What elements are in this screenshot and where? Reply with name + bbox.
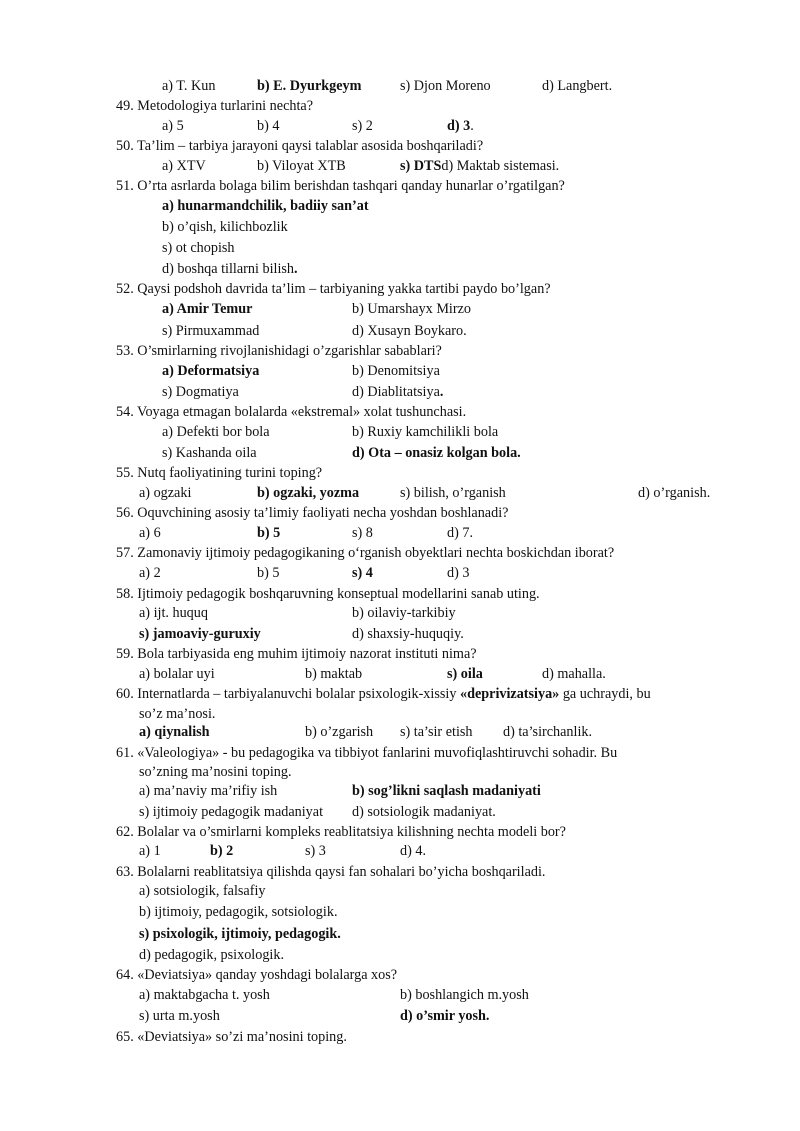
q56-option-a: a) 6 <box>139 525 161 541</box>
q62-option-b: b) 2 <box>210 843 234 859</box>
q60-option-a: a) qiynalish <box>139 724 210 740</box>
q52-option-a: a) Amir Temur <box>162 301 253 317</box>
q62-option-d: d) 4. <box>400 843 427 859</box>
q64-option-c: s) urta m.yosh <box>139 1008 220 1024</box>
q55-option-d: d) o’rganish. <box>638 485 711 501</box>
q65-question: 65. «Deviatsiya» so’zi ma’nosini toping. <box>116 1029 347 1045</box>
q57-option-c: s) 4 <box>352 565 373 581</box>
q55-option-b: b) ogzaki, yozma <box>257 485 360 501</box>
q50-option-b: b) Viloyat XTB <box>257 158 346 174</box>
q49-question: 49. Metodologiya turlarini nechta? <box>116 98 313 114</box>
q64-option-a: a) maktabgacha t. yosh <box>139 987 270 1003</box>
q63-option-a: a) sotsiologik, falsafiy <box>139 883 266 899</box>
q57-question: 57. Zamonaviy ijtimoiy pedagogikaning o‘rganish obyektlari nechta boskichdan iborat? <box>116 545 615 561</box>
q57-option-a: a) 2 <box>139 565 161 581</box>
q61-question: 61. «Valeologiya» - bu pedagogika va tibbiyot fanlarini muvofiqlashtiruvchi sohadir. Bu <box>116 745 618 761</box>
q48-option-c: s) Djon Moreno <box>400 78 491 94</box>
q51-option-c: s) ot chopish <box>162 240 235 256</box>
q60-option-b: b) o’zgarish <box>305 724 374 740</box>
q61-option-d: d) sotsiologik madaniyat. <box>352 804 496 820</box>
q50-options-c-d: s) DTSd) Maktab sistemasi. <box>400 158 560 174</box>
q56-option-b: b) 5 <box>257 525 281 541</box>
q49-option-b: b) 4 <box>257 118 280 134</box>
q53-option-b: b) Denomitsiya <box>352 363 440 379</box>
q61-question-line2: so’zning ma’nosini toping. <box>139 764 292 780</box>
q57-option-d: d) 3 <box>447 565 470 581</box>
q59-option-a: a) bolalar uyi <box>139 666 215 682</box>
q60-option-c: s) ta’sir etish <box>400 724 473 740</box>
q49-option-c: s) 2 <box>352 118 373 134</box>
q60-question-line2: so’z ma’nosi. <box>139 706 216 722</box>
q59-option-c: s) oila <box>447 666 483 682</box>
q59-option-b: b) maktab <box>305 666 363 682</box>
q51-option-d: d) boshqa tillarni bilish. <box>162 261 298 277</box>
q62-question: 62. Bolalar va o’smirlarni kompleks reablitatsiya kilishning nechta modeli bor? <box>116 824 566 840</box>
q62-option-a: a) 1 <box>139 843 161 859</box>
q55-option-a: a) ogzaki <box>139 485 192 501</box>
q54-question: 54. Voyaga etmagan bolalarda «ekstremal» xolat tushunchasi. <box>116 404 467 420</box>
q51-question: 51. O’rta asrlarda bolaga bilim berishdan tashqari qanday hunarlar o’rgatilgan? <box>116 178 565 194</box>
q56-question: 56. Oquvchining asosiy ta’limiy faoliyati necha yoshdan boshlanadi? <box>116 505 509 521</box>
q48-option-d: d) Langbert. <box>542 78 613 94</box>
q54-option-b: b) Ruxiy kamchilikli bola <box>352 424 499 440</box>
q61-option-a: a) ma’naviy ma’rifiy ish <box>139 783 278 799</box>
q55-question: 55. Nutq faoliyatining turini toping? <box>116 465 323 481</box>
q54-option-d: d) Ota – onasiz kolgan bola. <box>352 445 521 461</box>
q49-option-a: a) 5 <box>162 118 184 134</box>
q53-option-c: s) Dogmatiya <box>162 384 239 400</box>
q63-option-d: d) pedagogik, psixologik. <box>139 947 285 963</box>
q54-option-c: s) Kashanda oila <box>162 445 257 461</box>
q48-option-a: a) T. Kun <box>162 78 216 94</box>
q52-option-c: s) Pirmuxammad <box>162 323 260 339</box>
q50-question: 50. Ta’lim – tarbiya jarayoni qaysi talablar asosida boshqariladi? <box>116 138 484 154</box>
q61-option-c: s) ijtimoiy pedagogik madaniyat <box>139 804 324 820</box>
q52-option-d: d) Xusayn Boykaro. <box>352 323 467 339</box>
q59-question: 59. Bola tarbiyasida eng muhim ijtimoiy nazorat instituti nima? <box>116 646 477 662</box>
q64-option-d: d) o’smir yosh. <box>400 1008 490 1024</box>
q63-option-b: b) ijtimoiy, pedagogik, sotsiologik. <box>139 904 338 920</box>
q53-option-a: a) Deformatsiya <box>162 363 260 379</box>
q49-option-d: d) 3. <box>447 118 474 134</box>
q58-option-c: s) jamoaviy-guruxiy <box>139 626 261 642</box>
q62-option-c: s) 3 <box>305 843 326 859</box>
q57-option-b: b) 5 <box>257 565 280 581</box>
q63-question: 63. Bolalarni reablitatsiya qilishda qaysi fan sohalari bo’yicha boshqariladi. <box>116 864 546 880</box>
q58-option-b: b) oilaviy-tarkibiy <box>352 605 456 621</box>
q58-option-d: d) shaxsiy-huquqiy. <box>352 626 464 642</box>
q61-option-b: b) sog’likni saqlash madaniyati <box>352 783 541 799</box>
q51-option-b: b) o’qish, kilichbozlik <box>162 219 288 235</box>
q53-question: 53. O’smirlarning rivojlanishidagi o’zgarishlar sabablari? <box>116 343 442 359</box>
q55-option-c: s) bilish, o’rganish <box>400 485 506 501</box>
q51-option-a: a) hunarmandchilik, badiiy san’at <box>162 198 369 214</box>
q64-option-b: b) boshlangich m.yosh <box>400 987 529 1003</box>
q56-option-d: d) 7. <box>447 525 474 541</box>
q53-option-d: d) Diablitatsiya. <box>352 384 444 400</box>
q54-option-a: a) Defekti bor bola <box>162 424 270 440</box>
q56-option-c: s) 8 <box>352 525 373 541</box>
q52-option-b: b) Umarshayx Mirzo <box>352 301 471 317</box>
q48-option-b: b) E. Dyurkgeym <box>257 78 362 94</box>
q63-option-c: s) psixologik, ijtimoiy, pedagogik. <box>139 926 341 942</box>
q60-question: 60. Internatlarda – tarbiyalanuvchi bolalar psixologik-xissiy «deprivizatsiya» ga uchraydi, bu <box>116 686 651 702</box>
q52-question: 52. Qaysi podshoh davrida ta’lim – tarbiyaning yakka tartibi paydo bo’lgan? <box>116 281 551 297</box>
q59-option-d: d) mahalla. <box>542 666 606 682</box>
q58-option-a: a) ijt. huquq <box>139 605 208 621</box>
q58-question: 58. Ijtimoiy pedagogik boshqaruvning konseptual modellarini sanab uting. <box>116 586 540 602</box>
q64-question: 64. «Deviatsiya» qanday yoshdagi bolalarga xos? <box>116 967 398 983</box>
q50-option-a: a) XTV <box>162 158 206 174</box>
q60-option-d: d) ta’sirchanlik. <box>503 724 593 740</box>
